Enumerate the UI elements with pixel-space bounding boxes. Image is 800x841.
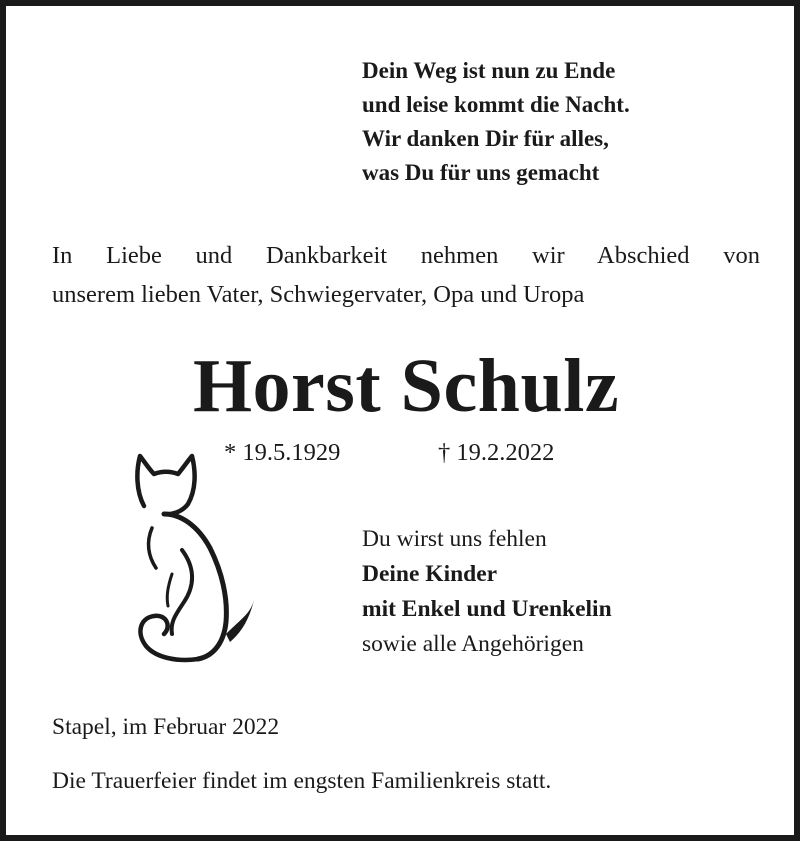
birth-date: * 19.5.1929 — [224, 439, 341, 466]
signature-line: mit Enkel und Urenkelin — [362, 596, 612, 622]
signature-line: sowie alle Angehörigen — [362, 631, 584, 657]
farewell-line: unserem lieben Vater, Schwiegervater, Opa und Uropa — [52, 281, 585, 308]
ceremony-note: Die Trauerfeier findet im engsten Familienkreis statt. — [52, 768, 552, 794]
signature-line: Deine Kinder — [362, 561, 498, 587]
poem-line: was Du für uns gemacht — [362, 160, 600, 185]
signature-line: Du wirst uns fehlen — [362, 526, 547, 552]
cat-silhouette-icon — [126, 446, 266, 668]
deceased-name: Horst Schulz — [192, 344, 620, 428]
poem-line: Dein Weg ist nun zu Ende — [362, 58, 616, 83]
farewell-line: In Liebe und Dankbarkeit nehmen wir Abschied von — [52, 242, 760, 269]
signature-block — [362, 522, 612, 662]
place-and-date: Stapel, im Februar 2022 — [52, 714, 280, 740]
poem-line: Wir danken Dir für alles, — [362, 126, 609, 151]
poem — [362, 54, 630, 190]
farewell-text — [52, 236, 760, 314]
death-date: † 19.2.2022 — [438, 439, 555, 466]
poem-line: und leise kommt die Nacht. — [362, 92, 630, 117]
